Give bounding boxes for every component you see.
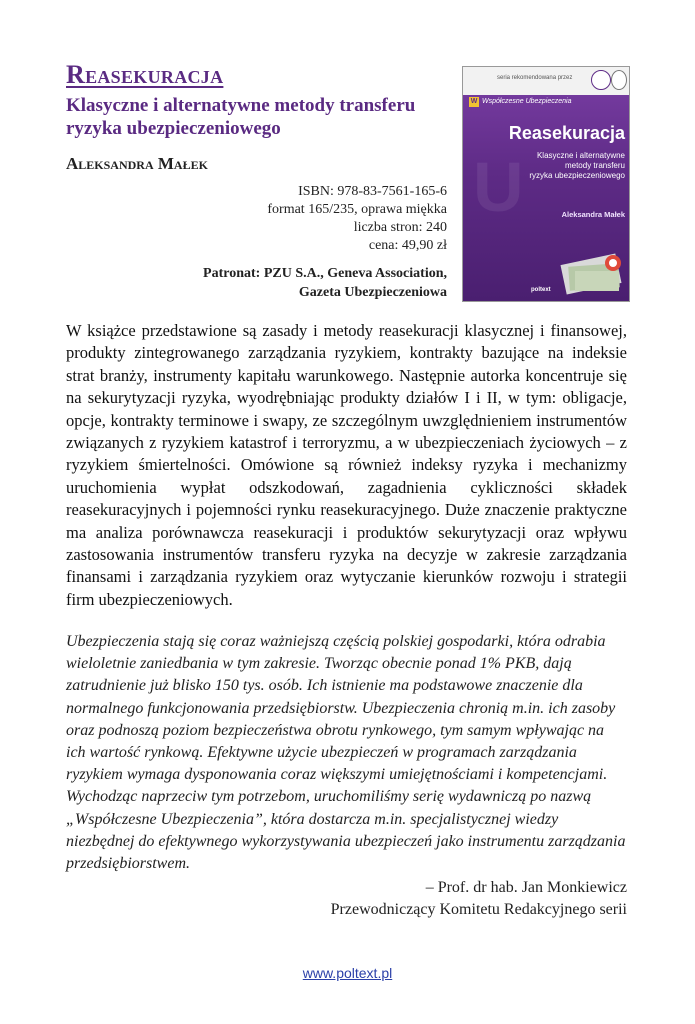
patronage <box>203 264 447 302</box>
emblem-icon <box>611 70 627 90</box>
cover-publisher: poltext <box>531 287 551 293</box>
cover-series-label: Współczesne Ubezpieczenia <box>482 98 572 105</box>
cover-recommended: seria rekomendowana przez <box>497 75 573 81</box>
book-metadata <box>267 183 447 255</box>
cover-top-band <box>463 67 629 95</box>
cover-subtitle-line-2: metody transferu <box>564 161 625 170</box>
publisher-website-link[interactable]: www.poltext.pl <box>302 965 393 981</box>
price: cena: 49,90 zł <box>368 238 447 253</box>
book-author: Aleksandra Małek <box>66 154 208 173</box>
cover-illustration <box>555 245 625 295</box>
cover-series <box>469 97 572 107</box>
cover-subtitle-line-3: ryzyka ubezpieczeniowego <box>529 171 625 180</box>
book-description: W książce przedstawione są zasady i metody reasekuracji klasycznej i finansowej, produkty zintegrowanego zarządzania ryzykiem, kontrakty bazujące na indeksie strat branży, instrumenty kapitału warunkowego. Następnie autorka koncentruje się na sekurytyzacji ryzyka, wyodrębniając produkty działów I i II, w tym: obligacje, opcje, kontrakty terminowe i swapy, ze szczególnym uwzględnieniem instrumentów związanych z ryzykiem katastrof i terroryzmu, a w ubezpieczeniach życiowych – z ryzykiem śmiertelności. Omówione są również indeksy ryzyka i mechanizmy uruchomienia wypłat odszkodowań, zagadnienia cykliczności składek reasekuracyjnych i pojemności rynku reasekuracyjnego. Duże znaczenie praktyczne ma analiza porównawcza reasekuracji i produktów sekurytyzacji oraz wpływu zastosowania instrumentów transferu ryzyka na decyzje w zakresie zarządzania finansami i zarządzania ryzykiem oraz wytyczanie kierunków rozwoju i strategii firm ubezpieczeniowych. <box>66 321 627 609</box>
cover-title: Reasekuracja <box>508 123 625 143</box>
signature-role: Przewodniczący Komitetu Redakcyjnego serii <box>330 901 627 918</box>
quote-signature <box>331 877 627 921</box>
series-logo-icon: W <box>470 98 478 105</box>
quote: Ubezpieczenia stają się coraz ważniejszą częścią polskiej gospodarki, która odrabia wieloletnie zaniedbania w tym zakresie. Tworząc obecnie ponad 1% PKB, dają zatrudnienie już blisko 150 tys. osób. Ich istnienie ma podstawowe znaczenie dla normalnego funkcjonowania przedsiębiorstw. Ubezpieczenia chronią m.in. ich zasoby oraz podnoszą poziom bezpieczeństwa obrotu rynkowego, tym samym wpływając na ich wartość rynkową. Efektywne użycie ubezpieczeń w programach zarządzania ryzykiem wymaga dysponowania coraz większymi umiejętnościami i kompetencjami. Wychodząc naprzeciw tym potrzebom, uruchomiliśmy serię wydawniczą po nazwą „Współczesne Ubezpieczenia”, która dostarcza m.in. specjalistycznej wiedzy niezbędnej do efektywnego wykorzystywania ubezpieczeń jako instrumentu zarządzania przedsiębiorstwem. <box>66 633 626 873</box>
patronage-line-1: Patronat: PZU S.A., Geneva Association, <box>203 266 447 281</box>
seal-icon <box>591 70 611 90</box>
cover-subtitle <box>493 151 625 181</box>
cover-subtitle-line-1: Klasyczne i alternatywne <box>536 151 625 160</box>
page-count: liczba stron: 240 <box>353 220 447 235</box>
book-cover <box>462 66 630 302</box>
book-subtitle: Klasyczne i alternatywne metody transferu ryzyka ubezpieczeniowego <box>66 95 416 139</box>
format: format 165/235, oprawa miękka <box>267 202 447 217</box>
cover-author: Aleksandra Małek <box>561 210 625 219</box>
book-title: Reasekuracja <box>66 60 224 89</box>
watermark-letter-icon: U <box>473 148 524 226</box>
isbn: ISBN: 978-83-7561-165-6 <box>298 184 447 199</box>
patronage-line-2: Gazeta Ubezpieczeniowa <box>298 285 447 300</box>
signature-name: – Prof. dr hab. Jan Monkiewicz <box>425 879 627 896</box>
